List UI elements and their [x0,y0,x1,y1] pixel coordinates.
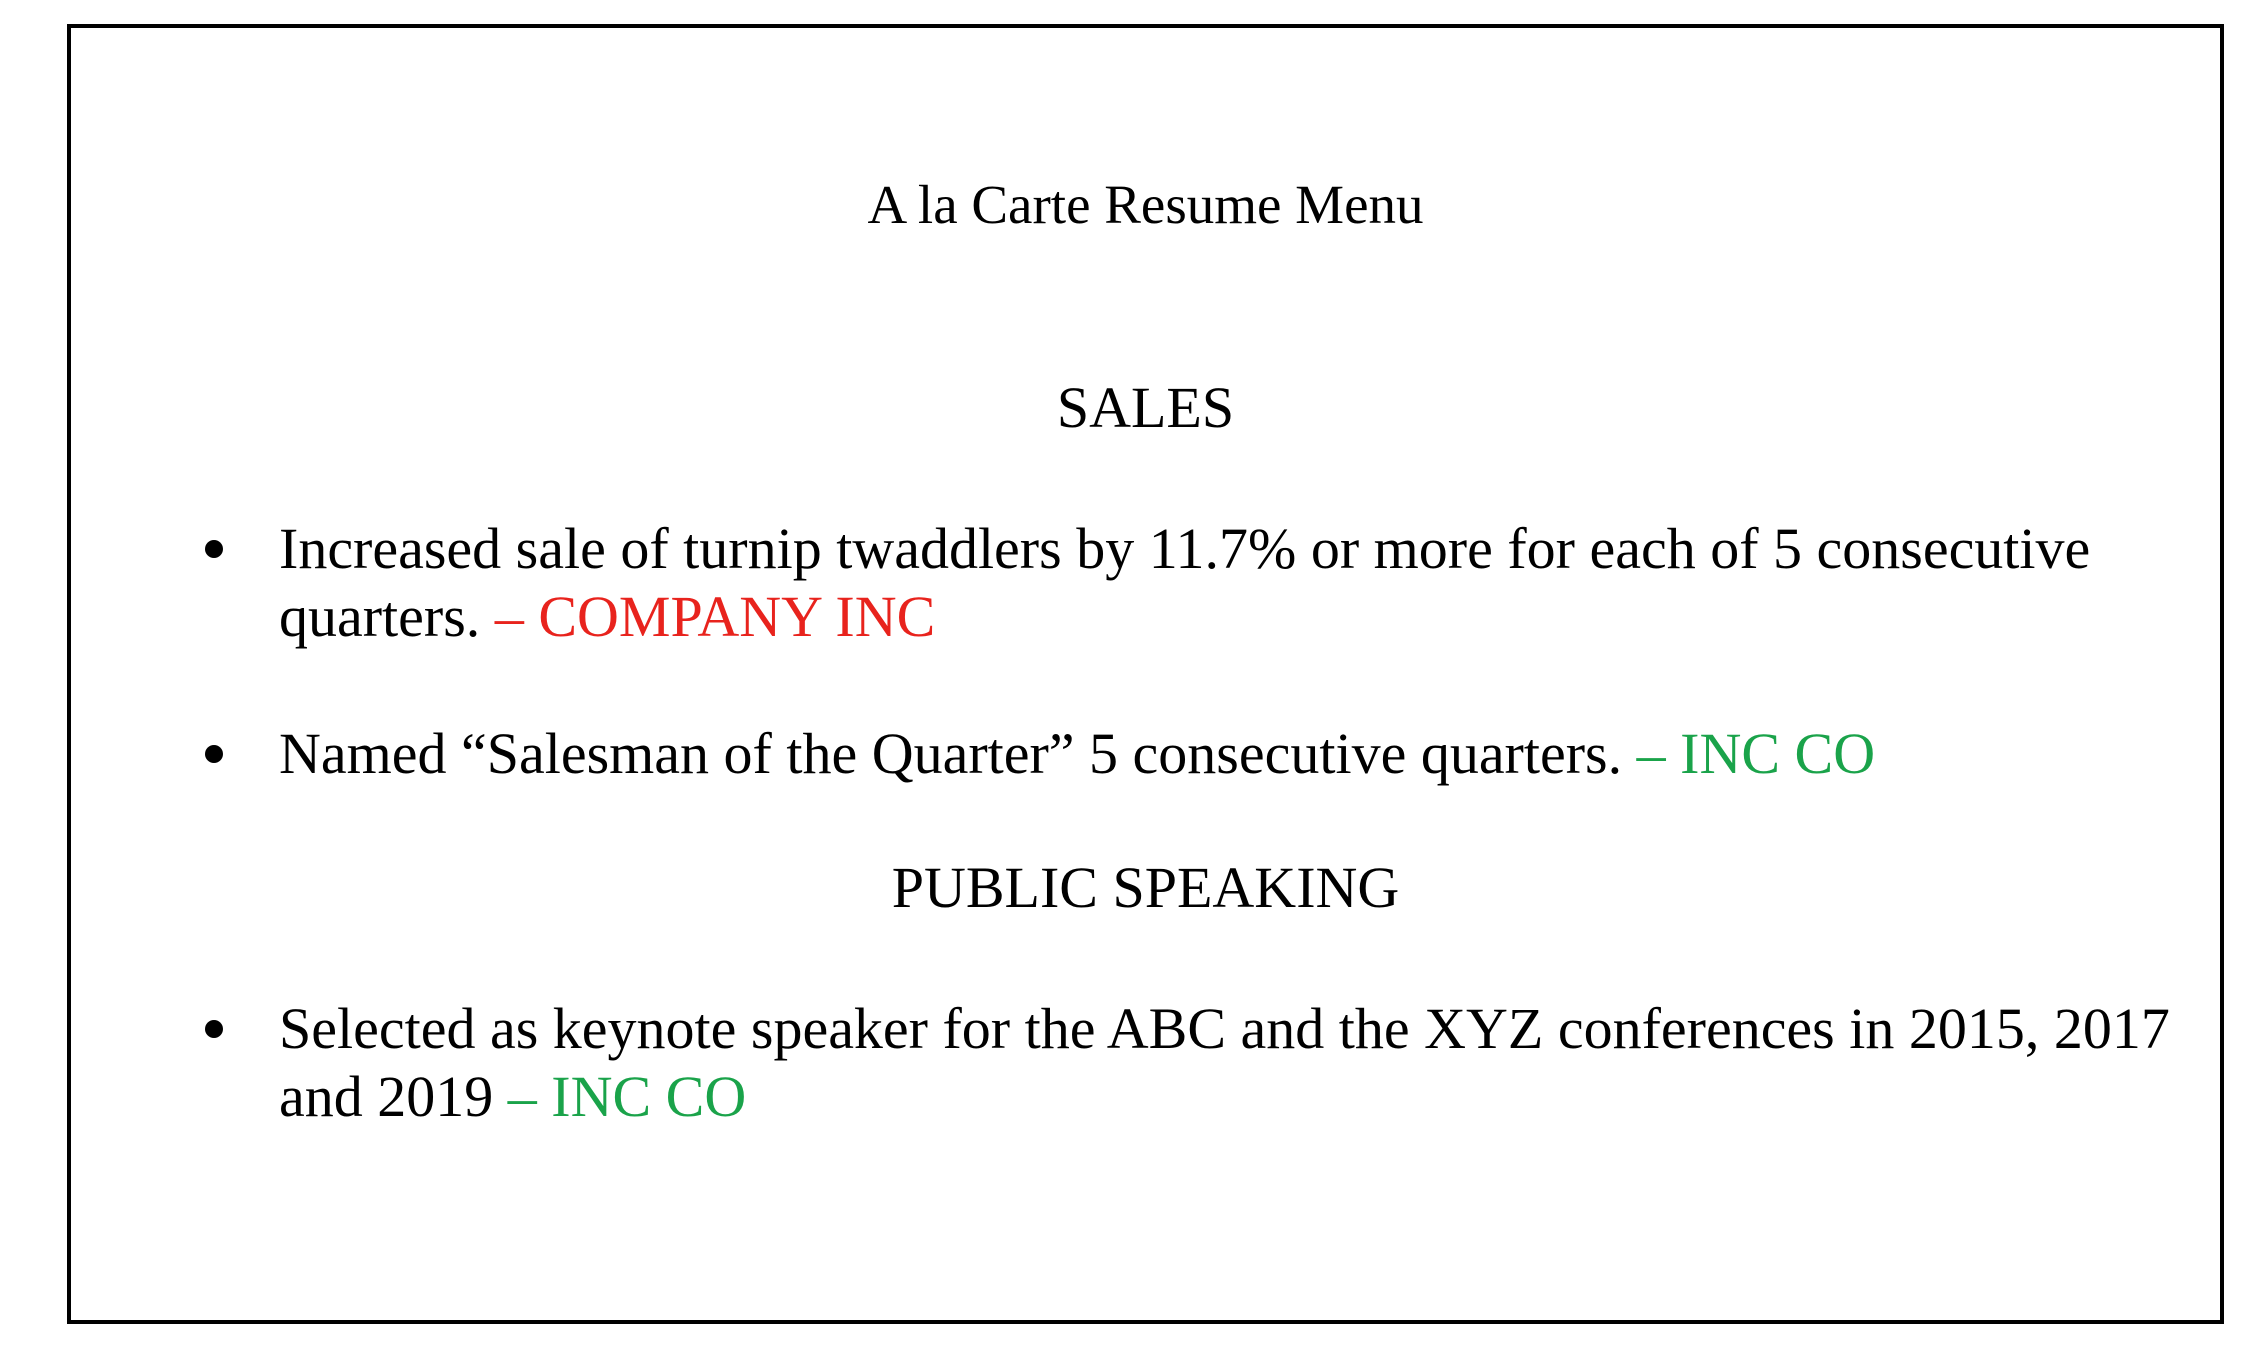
list-item-text [279,995,2199,1131]
document-title: A la Carte Resume Menu [867,174,1424,235]
section-heading-sales: SALES [1056,375,1235,440]
achievement-text: Increased sale of turnip twaddlers by 11.7% or more for each of 5 consecutive quarters. [279,516,2091,649]
company-tag: INC CO [1680,721,1876,786]
bullet-icon [205,745,223,763]
company-separator: – [480,584,539,649]
company-tag: INC CO [551,1064,747,1129]
company-tag: COMPANY INC [538,584,936,649]
bullet-icon [205,1020,223,1038]
company-separator: – [493,1064,552,1129]
bullet-icon [205,540,223,558]
document-frame [67,24,2224,1324]
list-item-text [279,720,2199,788]
company-separator: – [1622,721,1681,786]
section-heading-public-speaking: PUBLIC SPEAKING [891,855,1400,920]
achievement-text: Named “Salesman of the Quarter” 5 consecutive quarters. [279,721,1623,786]
list-item-text [279,515,2199,651]
achievement-text: Selected as keynote speaker for the ABC and the XYZ conferences in 2015, 2017 and 2019 [279,996,2170,1129]
